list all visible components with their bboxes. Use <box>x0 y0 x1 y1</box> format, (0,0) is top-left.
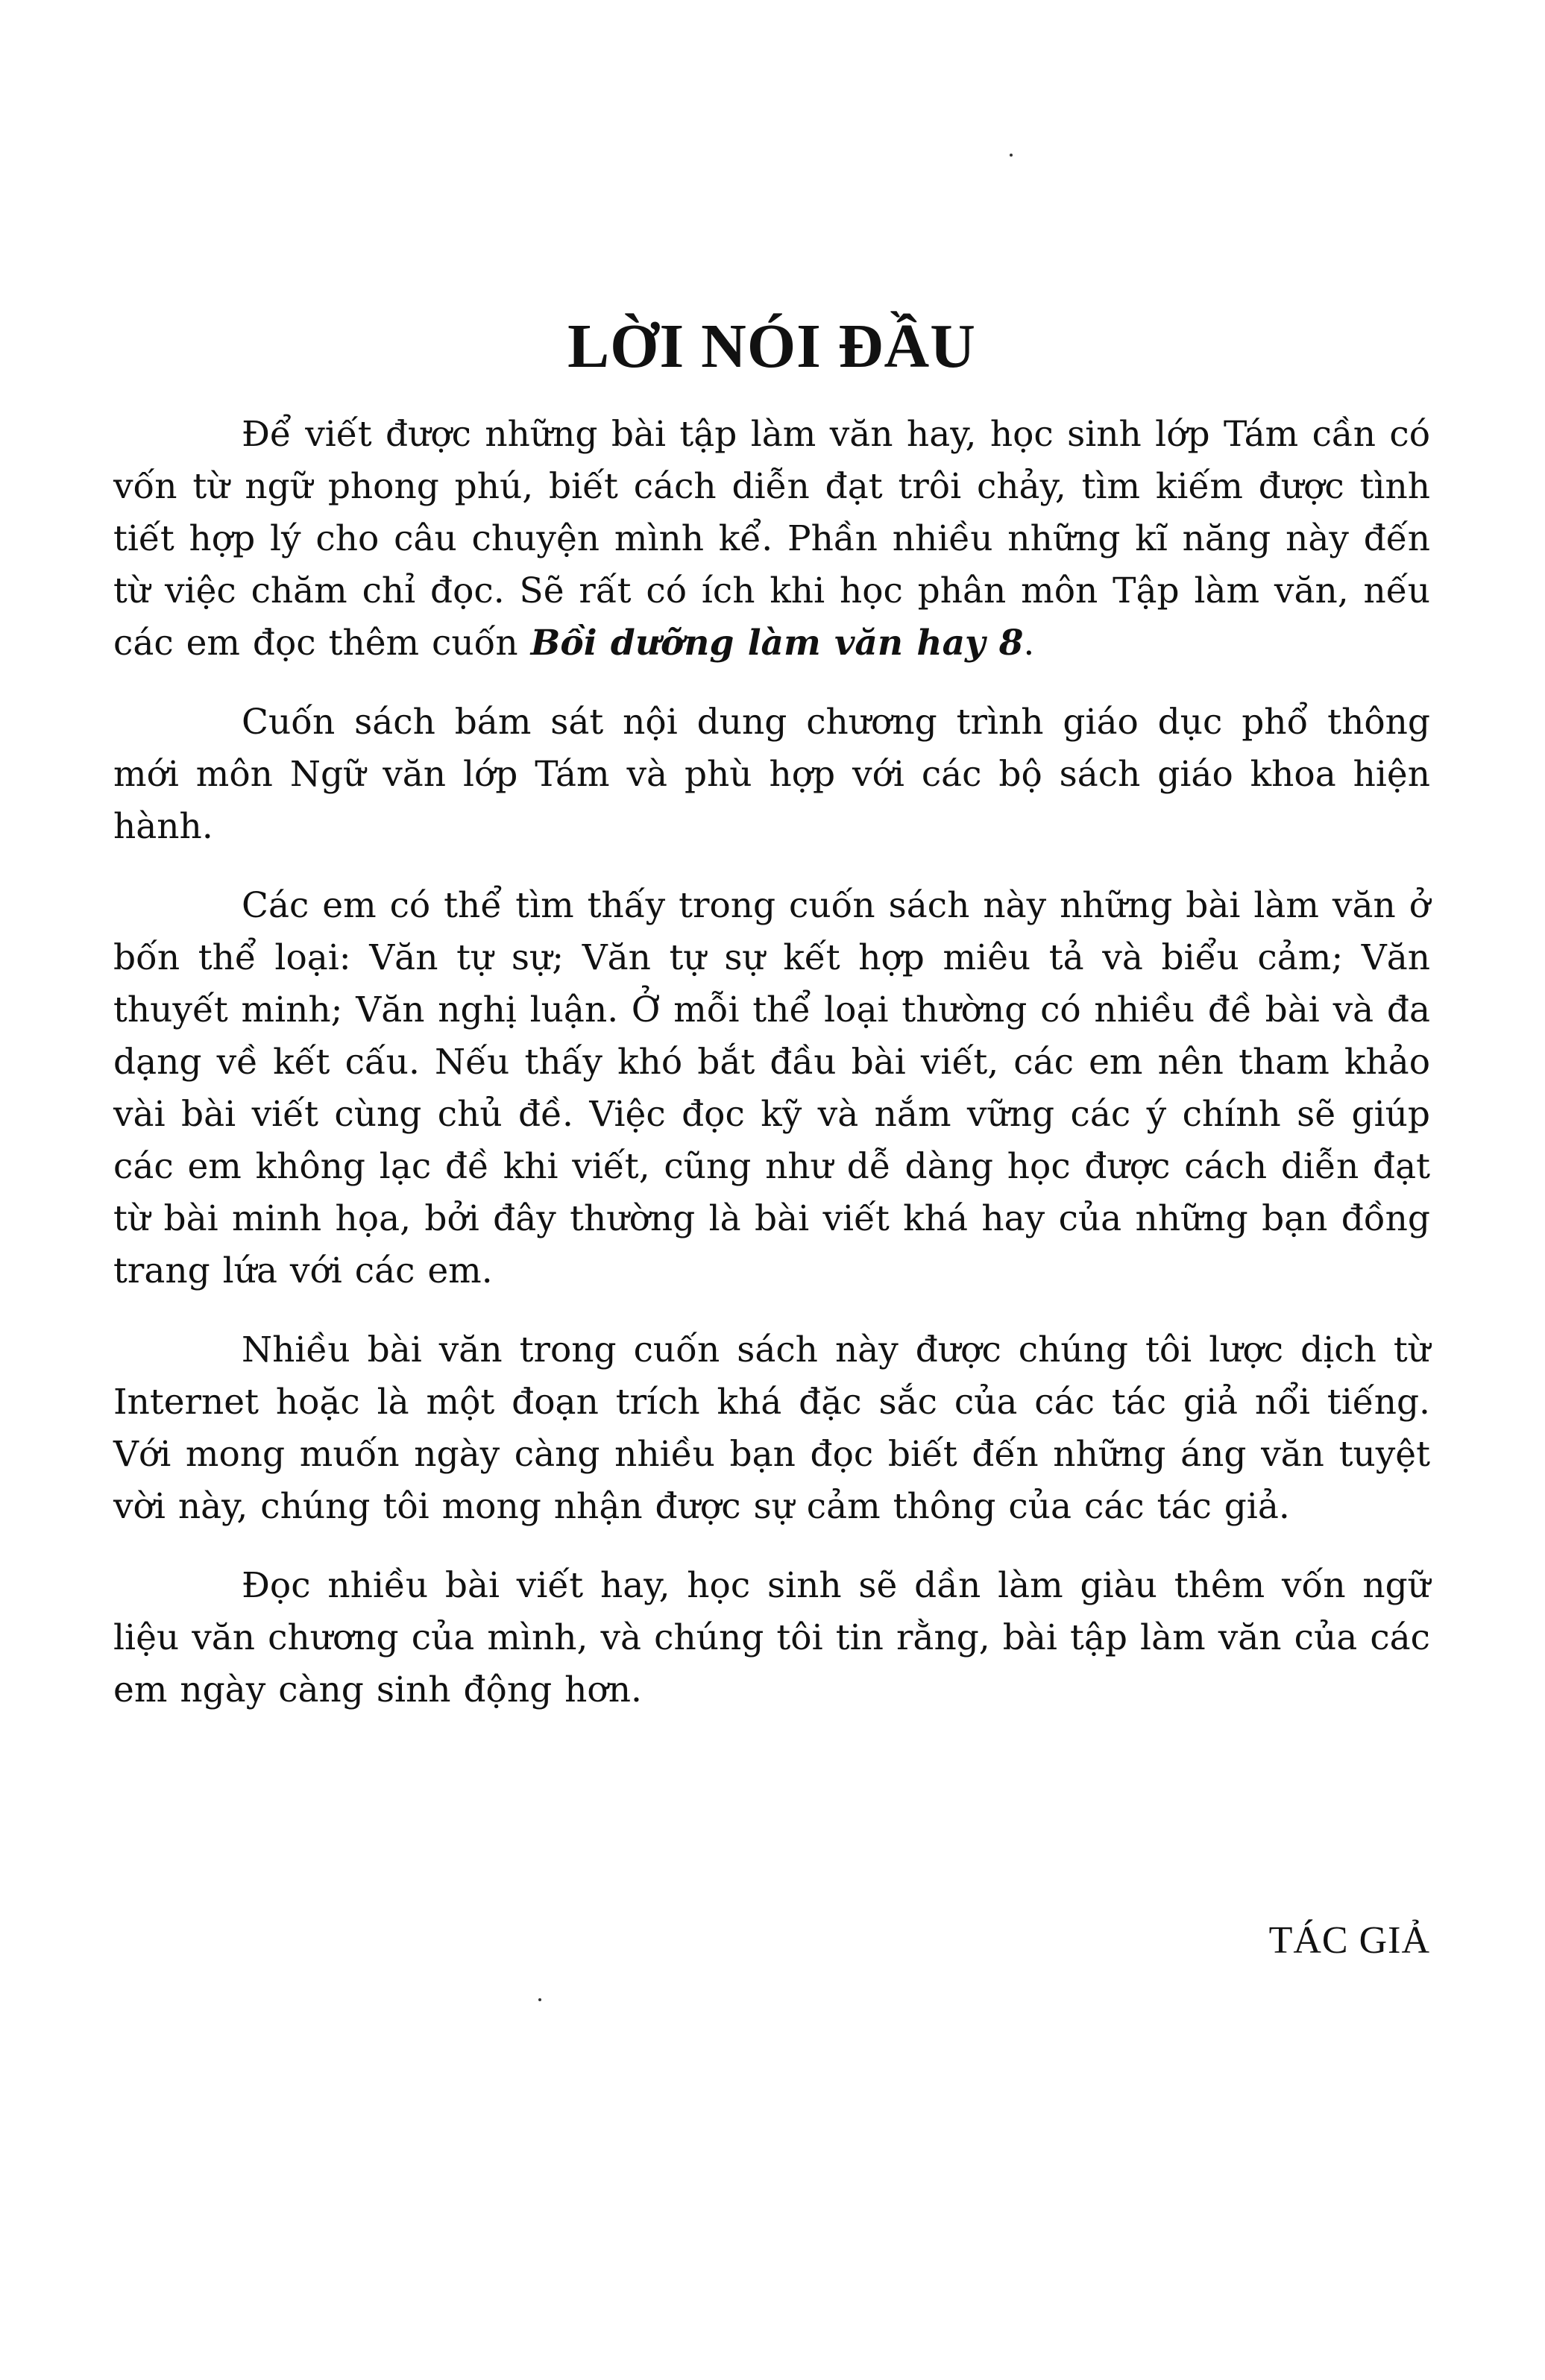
scan-speck <box>1010 154 1013 157</box>
paragraph-4: Nhiều bài văn trong cuốn sách này được chúng tôi lược dịch từ Internet hoặc là một đoạn trích khá đặc sắc của các tác giả nổi tiếng. Với mong muốn ngày càng nhiều bạn đọc biết đến những áng văn tuyệt vời này, chúng tôi mong nhận được sự cảm thông của các tác giả. <box>113 1329 1430 1527</box>
paragraph-1 <box>113 409 1430 670</box>
paragraph-3: Các em có thể tìm thấy trong cuốn sách này những bài làm văn ở bốn thể loại: Văn tự sự; Văn tự sự kết hợp miêu tả và biểu cảm; Văn thuyết minh; Văn nghị luận. Ở mỗi thể loại thường có nhiều đề bài và đa dạng về kết cấu. Nếu thấy khó bắt đầu bài viết, các em nên tham khảo vài bài viết cùng chủ đề. Việc đọc kỹ và nắm vững các ý chính sẽ giúp các em không lạc đề khi viết, cũng như dễ dàng học được cách diễn đạt từ bài minh họa, bởi đây thường là bài viết khá hay của những bạn đồng trang lứa với các em. <box>113 885 1430 1291</box>
page-title: LỜI NÓI ĐẦU <box>567 312 976 381</box>
paragraph-1-text: Để viết được những bài tập làm văn hay, học sinh lớp Tám cần có vốn từ ngữ phong phú, biết cách diễn đạt trôi chảy, tìm kiếm được tình tiết hợp lý cho câu chuyện mình kể. Phần nhiều những kĩ năng này đến từ việc chăm chỉ đọc. Sẽ rất có ích khi học phân môn Tập làm văn, nếu các em đọc thêm cuốn <box>113 414 1430 664</box>
paragraph-1-end: . <box>1023 623 1035 664</box>
paragraph-5: Đọc nhiều bài viết hay, học sinh sẽ dần làm giàu thêm vốn ngữ liệu văn chương của mình, và chúng tôi tin rằng, bài tập làm văn của các em ngày càng sinh động hơn. <box>113 1565 1430 1710</box>
preface-body <box>113 409 1430 1716</box>
author-signature: TÁC GIẢ <box>1268 1919 1430 1962</box>
book-title-emphasis: Bồi dưỡng làm văn hay 8 <box>530 623 1024 664</box>
scan-speck <box>538 1998 541 2001</box>
paragraph-2: Cuốn sách bám sát nội dung chương trình giáo dục phổ thông mới môn Ngữ văn lớp Tám và phù hợp với các bộ sách giáo khoa hiện hành. <box>113 702 1430 847</box>
